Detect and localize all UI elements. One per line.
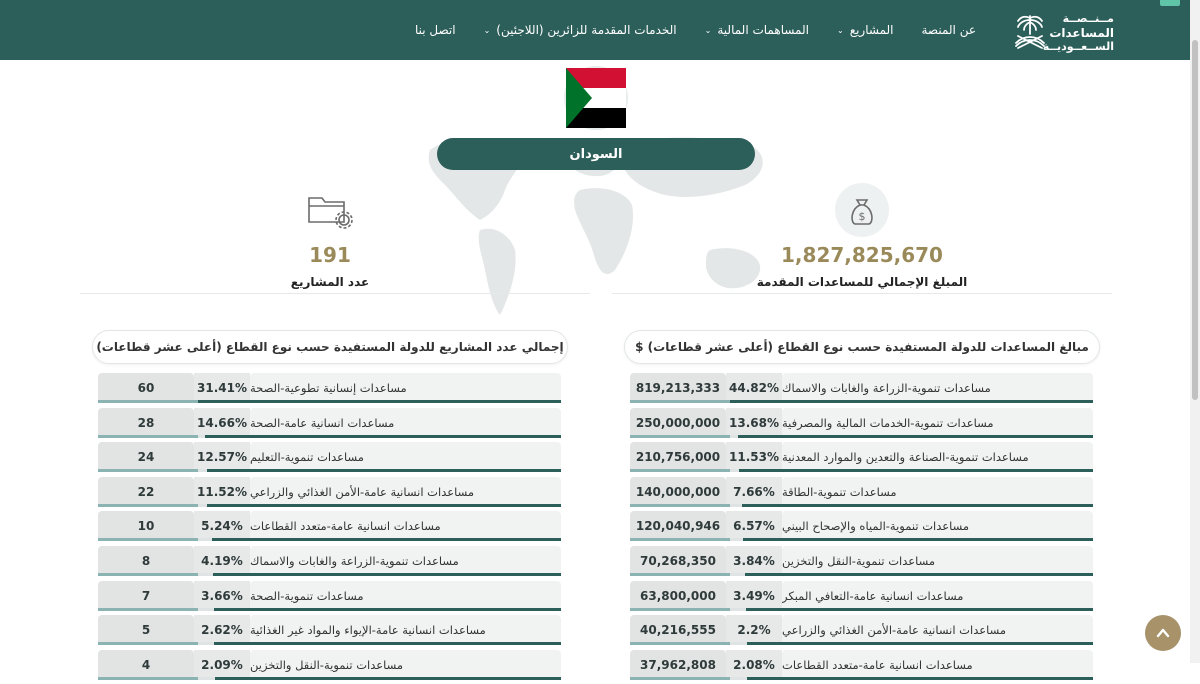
projects-count-value: 191 [309, 243, 351, 267]
country-name-pill [437, 138, 755, 170]
sector-name: مساعدات إنسانية تطوعية-الصحة [250, 373, 561, 403]
sector-progress-accent [98, 573, 198, 576]
sudan-flag-icon [566, 68, 626, 128]
sector-value: 210,756,000 [630, 442, 726, 472]
nav-item-label: عن المنصة [921, 23, 976, 37]
sector-progress-fill [212, 538, 561, 541]
sector-row [98, 615, 561, 645]
sector-row [630, 511, 1093, 541]
sector-progress-fill [714, 400, 1093, 403]
sector-row [98, 373, 561, 403]
top-navbar [0, 0, 1200, 60]
sector-progress-track [710, 504, 1093, 507]
sector-row [630, 442, 1093, 472]
sector-name: مساعدات انسانية عامة-متعدد القطاعات [250, 511, 561, 541]
brand-line-3: الســعــوديــة [1042, 40, 1114, 53]
sector-name: مساعدات انسانية عامة-متعدد القطاعات [782, 650, 1093, 680]
sector-row [630, 581, 1093, 611]
svg-text:$: $ [858, 210, 866, 223]
country-name: السودان [569, 146, 623, 162]
sector-progress-track [178, 642, 561, 645]
sector-value: 4 [98, 650, 194, 680]
sector-progress-fill [214, 608, 562, 611]
sector-progress-track [178, 677, 561, 680]
sector-progress-accent [98, 608, 198, 611]
sector-percent: 5.24% [194, 511, 250, 541]
sector-name: مساعدات تنموية-الزراعة والغابات والاسماك [250, 546, 561, 576]
sector-value: 60 [98, 373, 194, 403]
sector-name: مساعدات تنموية-الخدمات المالية والمصرفية [782, 408, 1093, 438]
sector-percent: 2.62% [194, 615, 250, 645]
sector-percent: 11.52% [194, 477, 250, 507]
sector-percent: 14.66% [194, 408, 250, 438]
sector-progress-track [710, 573, 1093, 576]
sector-percent: 44.82% [726, 373, 782, 403]
sector-progress-fill [215, 677, 561, 680]
chevron-down-icon: ⌄ [836, 25, 844, 35]
sector-progress-fill [214, 642, 561, 645]
sector-percent: 31.41% [194, 373, 250, 403]
page-scrollbar[interactable] [1190, 0, 1200, 663]
sector-row [630, 373, 1093, 403]
stats-divider-right [612, 293, 1112, 294]
sector-row [630, 650, 1093, 680]
sector-progress-track [710, 400, 1093, 403]
sector-value: 22 [98, 477, 194, 507]
sector-percent: 3.49% [726, 581, 782, 611]
sector-progress-accent [98, 469, 198, 472]
sector-value: 7 [98, 581, 194, 611]
sector-row [98, 581, 561, 611]
scroll-to-top-button[interactable] [1145, 615, 1181, 651]
amounts-by-sector-table [630, 373, 1093, 684]
total-amount-stat [742, 183, 982, 289]
sector-name: مساعدات انسانية عامة-الأمن الغذائي والزراعي [782, 615, 1093, 645]
country-flag [564, 66, 628, 130]
sector-value: 120,040,946 [630, 511, 726, 541]
brand-line-2: المساعدات [1049, 26, 1114, 40]
sector-progress-accent [630, 400, 730, 403]
sector-progress-track [710, 608, 1093, 611]
nav-item-visitor-services[interactable] [470, 0, 691, 60]
platform-logo[interactable] [1004, 10, 1114, 56]
corner-badge [1160, 0, 1180, 6]
sector-progress-fill [743, 538, 1093, 541]
sector-name: مساعدات تنموية-الطاقة [782, 477, 1093, 507]
sector-value: 250,000,000 [630, 408, 726, 438]
amounts-section-title: مبالغ المساعدات للدولة المستفيدة حسب نوع القطاع (أعلى عشر قطاعات) $ [624, 330, 1100, 364]
nav-item-label: الخدمات المقدمة للزائرين (اللاجئين) [496, 23, 677, 37]
sector-progress-track [710, 642, 1093, 645]
sector-progress-fill [738, 435, 1093, 438]
sector-percent: 2.08% [726, 650, 782, 680]
sector-row [630, 477, 1093, 507]
sector-percent: 3.84% [726, 546, 782, 576]
sector-name: مساعدات انسانية عامة-الأمن الغذائي والزراعي [250, 477, 561, 507]
sector-value: 8 [98, 546, 194, 576]
sector-value: 10 [98, 511, 194, 541]
sector-percent: 13.68% [726, 408, 782, 438]
sector-value: 40,216,555 [630, 615, 726, 645]
sector-row [630, 546, 1093, 576]
scrollbar-thumb[interactable] [1192, 40, 1198, 400]
sector-row [98, 650, 561, 680]
sector-progress-accent [630, 642, 730, 645]
projects-section-title: إجمالي عدد المشاريع للدولة المستفيدة حسب نوع القطاع (أعلى عشر قطاعات) [92, 330, 568, 364]
sector-progress-accent [630, 469, 730, 472]
sector-progress-fill [739, 469, 1093, 472]
sector-name: مساعدات انسانية عامة-الإيواء والمواد غير الغذائية [250, 615, 561, 645]
sector-progress-accent [98, 677, 198, 680]
sector-progress-track [178, 538, 561, 541]
sector-progress-fill [192, 400, 561, 403]
sector-name: مساعدات تنموية-المياه والإصحاح البيني [782, 511, 1093, 541]
sector-value: 63,800,000 [630, 581, 726, 611]
sector-percent: 11.53% [726, 442, 782, 472]
brand-line-1: مــنــصــة [1062, 12, 1114, 25]
nav-item-financial-contributions[interactable] [691, 0, 823, 60]
sector-name: مساعدات تنموية-الزراعة والغابات والاسماك [782, 373, 1093, 403]
folder-gear-icon [303, 183, 357, 237]
sector-progress-track [178, 573, 561, 576]
sector-row [98, 442, 561, 472]
projects-count-label: عدد المشاريع [290, 275, 370, 289]
sector-progress-track [178, 608, 561, 611]
nav-item-label: اتصل بنا [414, 23, 456, 37]
sector-progress-fill [207, 469, 561, 472]
sector-percent: 12.57% [194, 442, 250, 472]
platform-name [1043, 12, 1114, 54]
sector-progress-accent [630, 435, 730, 438]
sector-progress-fill [747, 642, 1093, 645]
sector-progress-track [178, 469, 561, 472]
sector-progress-fill [746, 608, 1093, 611]
sector-progress-fill [747, 677, 1093, 680]
chevron-up-icon [1155, 625, 1171, 641]
nav-item-about[interactable] [908, 0, 991, 60]
nav-item-projects[interactable] [823, 0, 908, 60]
sector-row [98, 408, 561, 438]
sector-percent: 6.57% [726, 511, 782, 541]
sector-progress-accent [630, 573, 730, 576]
sector-progress-track [178, 400, 561, 403]
sector-name: مساعدات انسانية عامة-التعافي المبكر [782, 581, 1093, 611]
sector-percent: 7.66% [726, 477, 782, 507]
sector-name: مساعدات تنموية-النقل والتخزين [250, 650, 561, 680]
sector-percent: 3.66% [194, 581, 250, 611]
sector-row [98, 511, 561, 541]
sector-name: مساعدات تنموية-الصحة [250, 581, 561, 611]
main-nav [401, 0, 990, 60]
sector-value: 28 [98, 408, 194, 438]
sector-value: 37,962,808 [630, 650, 726, 680]
nav-item-label: المشاريع [849, 23, 894, 37]
sector-percent: 2.09% [194, 650, 250, 680]
money-bag-icon [835, 183, 889, 237]
sector-progress-accent [98, 538, 198, 541]
projects-by-sector-table [98, 373, 561, 684]
sector-name: مساعدات تنموية-الصناعة والتعدين والموارد المعدنية [782, 442, 1093, 472]
sector-progress-accent [630, 538, 730, 541]
sector-name: مساعدات تنموية-النقل والتخزين [782, 546, 1093, 576]
sector-row [98, 477, 561, 507]
sector-progress-track [710, 469, 1093, 472]
sector-progress-track [710, 538, 1093, 541]
chevron-down-icon: ⌄ [483, 25, 491, 35]
sector-percent: 4.19% [194, 546, 250, 576]
sector-progress-track [710, 677, 1093, 680]
sector-progress-accent [630, 677, 730, 680]
total-amount-label: المبلغ الإجمالي للمساعدات المقدمة [756, 275, 968, 289]
sector-value: 5 [98, 615, 194, 645]
sector-progress-track [710, 435, 1093, 438]
sector-progress-accent [630, 504, 730, 507]
sector-progress-accent [98, 400, 198, 403]
sector-row [98, 546, 561, 576]
sector-progress-fill [213, 573, 561, 576]
sector-progress-track [178, 435, 561, 438]
sector-progress-fill [742, 504, 1093, 507]
sector-name: مساعدات تنموية-التعليم [250, 442, 561, 472]
sector-progress-accent [630, 608, 730, 611]
sector-progress-track [178, 504, 561, 507]
sector-row [630, 615, 1093, 645]
sector-row [630, 408, 1093, 438]
sector-value: 24 [98, 442, 194, 472]
sector-progress-fill [207, 504, 561, 507]
sector-progress-fill [745, 573, 1093, 576]
sector-progress-accent [98, 642, 198, 645]
sector-value: 819,213,333 [630, 373, 726, 403]
total-amount-value: 1,827,825,670 [781, 243, 943, 267]
sector-progress-accent [98, 504, 198, 507]
sector-value: 70,268,350 [630, 546, 726, 576]
nav-item-label: المساهمات المالية [717, 23, 809, 37]
sector-name: مساعدات انسانية عامة-الصحة [250, 408, 561, 438]
sector-progress-accent [98, 435, 198, 438]
nav-item-contact[interactable] [401, 0, 470, 60]
stats-divider-left [80, 293, 590, 294]
chevron-down-icon: ⌄ [704, 25, 712, 35]
sector-value: 140,000,000 [630, 477, 726, 507]
sector-progress-fill [205, 435, 561, 438]
projects-count-stat [260, 183, 400, 289]
sector-percent: 2.2% [726, 615, 782, 645]
